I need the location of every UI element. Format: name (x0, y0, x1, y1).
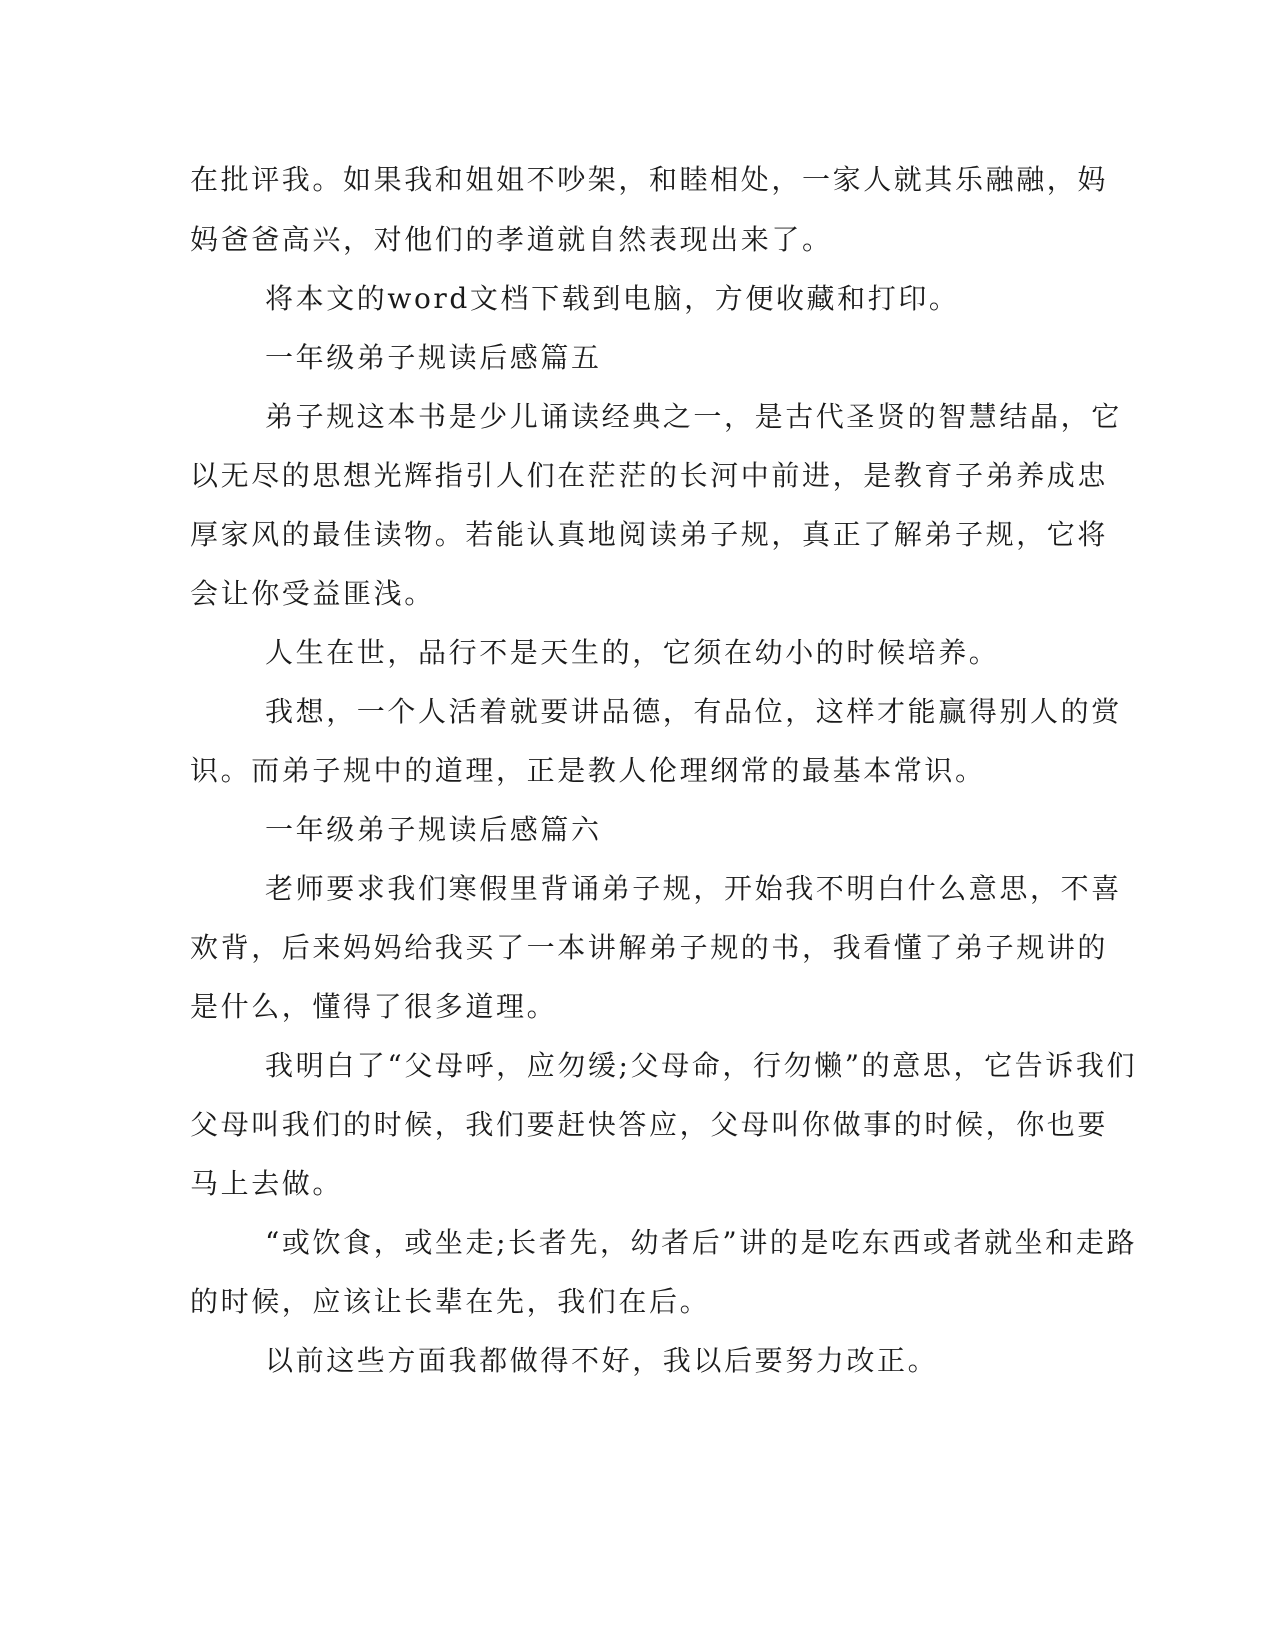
text-line: 识。而弟子规中的道理，正是教人伦理纲常的最基本常识。 (190, 754, 986, 787)
text-line: 妈爸爸高兴，对他们的孝道就自然表现出来了。 (190, 223, 833, 256)
section-heading: 一年级弟子规读后感篇六 (265, 813, 602, 846)
text-line: 以前这些方面我都做得不好，我以后要努力改正。 (265, 1344, 939, 1377)
text-line: 马上去做。 (190, 1167, 344, 1200)
text-line: 以无尽的思想光辉指引人们在茫茫的长河中前进，是教育子弟养成忠 (190, 459, 1109, 492)
text-line: 我明白了“父母呼，应勿缓;父母命，行勿懒”的意思，它告诉我们 (265, 1049, 1138, 1082)
text-line: 是什么，懂得了很多道理。 (190, 990, 558, 1023)
text-line: “或饮食，或坐走;长者先，幼者后”讲的是吃东西或者就坐和走路 (265, 1226, 1138, 1259)
text-line: 的时候，应该让长辈在先，我们在后。 (190, 1285, 711, 1318)
text-line: 厚家风的最佳读物。若能认真地阅读弟子规，真正了解弟子规，它将 (190, 518, 1109, 551)
text-line: 我想，一个人活着就要讲品德，有品位，这样才能赢得别人的赏 (265, 695, 1122, 728)
text-line: 欢背，后来妈妈给我买了一本讲解弟子规的书，我看懂了弟子规讲的 (190, 931, 1109, 964)
text-line: 父母叫我们的时候，我们要赶快答应，父母叫你做事的时候，你也要 (190, 1108, 1109, 1141)
text-line: 老师要求我们寒假里背诵弟子规，开始我不明白什么意思，不喜 (265, 872, 1122, 905)
text-line: 人生在世，品行不是天生的，它须在幼小的时候培养。 (265, 636, 1000, 669)
section-heading: 一年级弟子规读后感篇五 (265, 341, 602, 374)
text-line: 弟子规这本书是少儿诵读经典之一，是古代圣贤的智慧结晶，它 (265, 400, 1122, 433)
text-line: 会让你受益匪浅。 (190, 577, 435, 610)
text-line: 将本文的word文档下载到电脑，方便收藏和打印。 (265, 282, 960, 315)
text-line: 在批评我。如果我和姐姐不吵架，和睦相处，一家人就其乐融融，妈 (190, 163, 1109, 196)
